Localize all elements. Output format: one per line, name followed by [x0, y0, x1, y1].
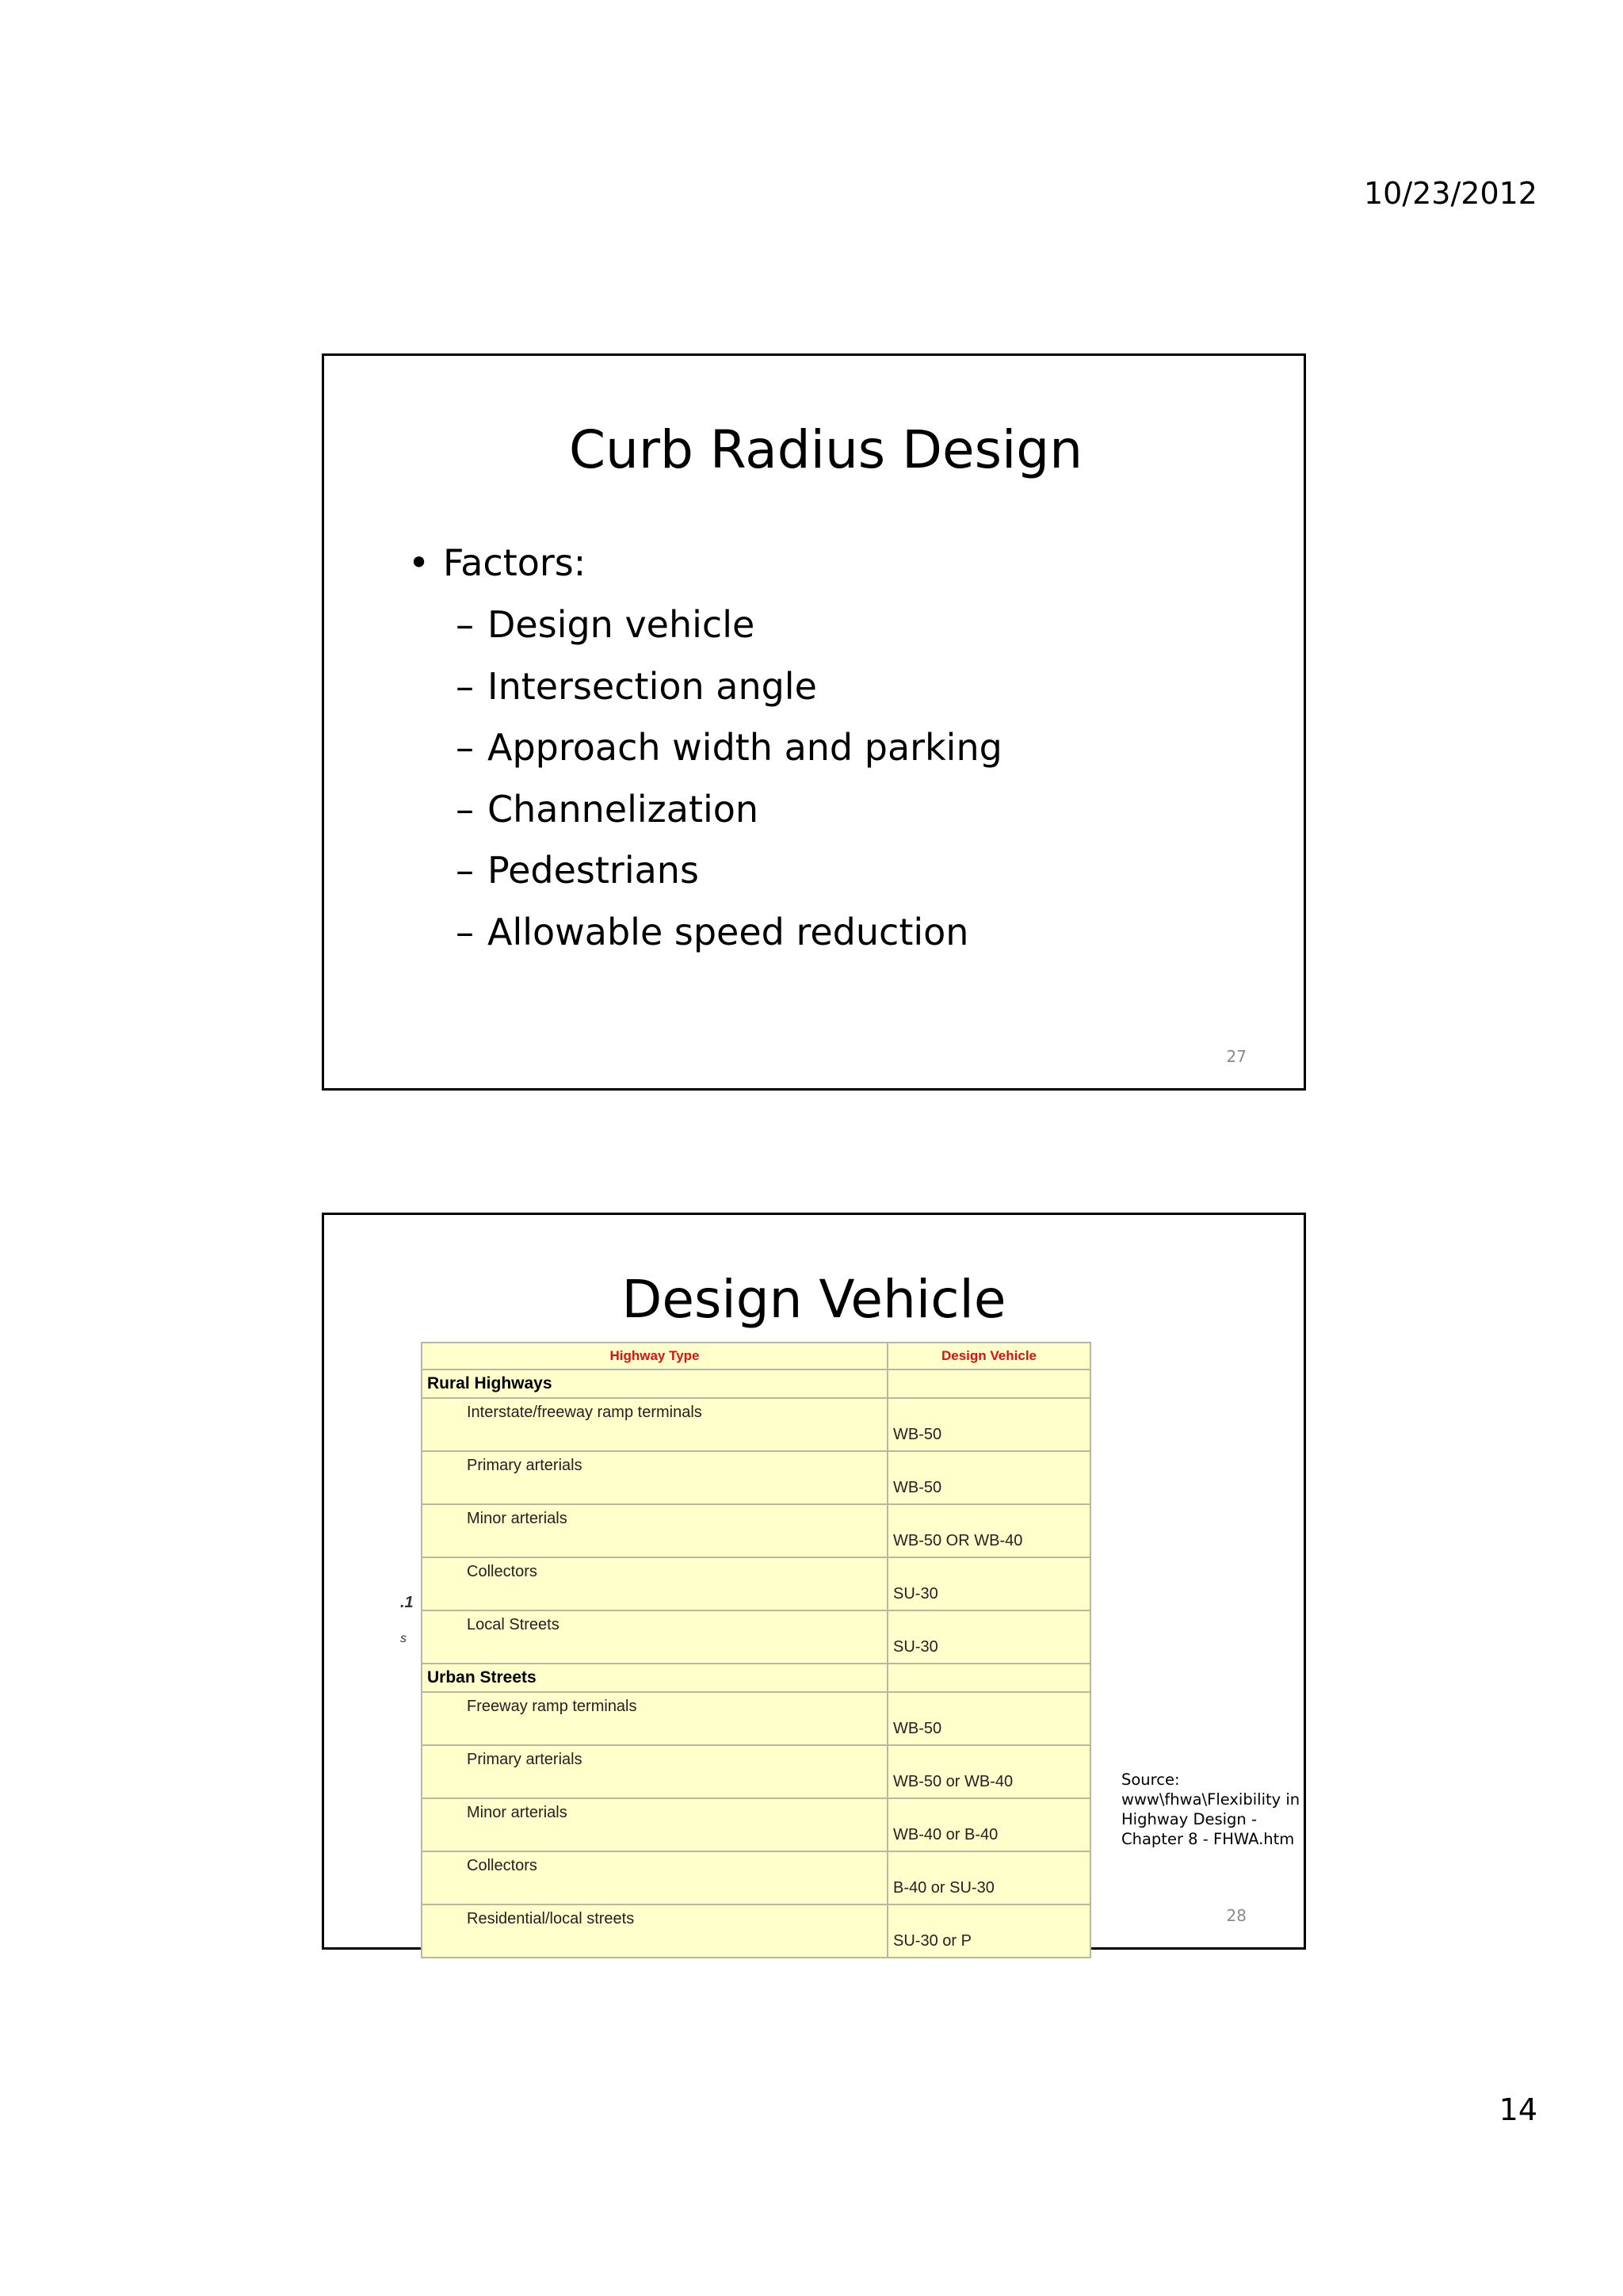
highway-type-cell: Minor arterials	[422, 1798, 888, 1851]
list-item	[456, 786, 1002, 848]
design-vehicle-cell: SU-30	[888, 1557, 1090, 1610]
highway-type-cell: Primary arterials	[422, 1451, 888, 1504]
highway-type-cell: Residential/local streets	[422, 1904, 888, 1958]
list-item-text: Design vehicle	[487, 603, 755, 646]
slide-28	[322, 1213, 1306, 1950]
table-row	[422, 1851, 1090, 1904]
highway-type-cell: Local Streets	[422, 1610, 888, 1664]
slide-27	[322, 353, 1306, 1091]
dash-marker: –	[456, 726, 474, 769]
bullet-text: Factors:	[443, 541, 586, 584]
highway-type-cell: Interstate/freeway ramp terminals	[422, 1398, 888, 1451]
section-row-urban	[422, 1664, 1090, 1692]
slide-title: Design Vehicle	[621, 1269, 1006, 1330]
design-vehicle-cell: WB-50	[888, 1692, 1090, 1745]
table-row	[422, 1610, 1090, 1664]
table-row	[422, 1451, 1090, 1504]
list-item-text: Intersection angle	[487, 664, 817, 708]
list-item	[456, 663, 1002, 725]
design-vehicle-cell: SU-30	[888, 1610, 1090, 1664]
empty-cell	[888, 1370, 1090, 1398]
section-label: Urban Streets	[422, 1664, 888, 1692]
design-vehicle-cell: WB-50 OR WB-40	[888, 1504, 1090, 1557]
list-item-text: Channelization	[487, 787, 759, 831]
source-note: Source: www\fhwa\Flexibility in Highway Design - Chapter 8 - FHWA.htm	[1121, 1771, 1300, 1848]
highway-type-cell: Minor arterials	[422, 1504, 888, 1557]
section-label: Rural Highways	[422, 1370, 888, 1398]
table-row	[422, 1798, 1090, 1851]
bullet-marker: •	[408, 541, 430, 584]
list-item-text: Approach width and parking	[487, 726, 1002, 769]
stray-mark: s	[400, 1632, 407, 1645]
list-item	[456, 909, 1002, 971]
design-vehicle-cell: WB-50	[888, 1451, 1090, 1504]
highway-type-cell: Collectors	[422, 1557, 888, 1610]
highway-type-cell: Collectors	[422, 1851, 888, 1904]
table-row	[422, 1692, 1090, 1745]
highway-type-cell: Primary arterials	[422, 1745, 888, 1798]
page-number: 14	[1499, 2092, 1537, 2127]
table-row	[422, 1904, 1090, 1958]
design-vehicle-cell: WB-40 or B-40	[888, 1798, 1090, 1851]
dash-marker: –	[456, 849, 474, 892]
bullet-factors	[408, 541, 586, 584]
slide-number: 28	[1226, 1906, 1247, 1925]
design-vehicle-table	[421, 1342, 1091, 1958]
design-vehicle-cell: SU-30 or P	[888, 1904, 1090, 1958]
list-item	[456, 847, 1002, 909]
slide-number: 27	[1226, 1047, 1247, 1066]
empty-cell	[888, 1664, 1090, 1692]
column-header-design-vehicle: Design Vehicle	[888, 1343, 1090, 1370]
dash-marker: –	[456, 603, 474, 646]
design-vehicle-cell: B-40 or SU-30	[888, 1851, 1090, 1904]
table-row	[422, 1745, 1090, 1798]
list-item-text: Allowable speed reduction	[487, 910, 969, 953]
list-item	[456, 602, 1002, 663]
table-row	[422, 1557, 1090, 1610]
dash-marker: –	[456, 910, 474, 953]
dash-marker: –	[456, 787, 474, 831]
factor-list	[456, 602, 1002, 970]
slide-title: Curb Radius Design	[568, 419, 1083, 480]
dash-marker: –	[456, 664, 474, 708]
highway-type-cell: Freeway ramp terminals	[422, 1692, 888, 1745]
table-row	[422, 1398, 1090, 1451]
column-header-highway-type: Highway Type	[422, 1343, 888, 1370]
page-date: 10/23/2012	[1363, 176, 1537, 211]
design-vehicle-cell: WB-50 or WB-40	[888, 1745, 1090, 1798]
table-header-row	[422, 1343, 1090, 1370]
design-vehicle-cell: WB-50	[888, 1398, 1090, 1451]
list-item-text: Pedestrians	[487, 849, 699, 892]
stray-mark: .1	[400, 1594, 414, 1611]
section-row-rural	[422, 1370, 1090, 1398]
table-row	[422, 1504, 1090, 1557]
list-item	[456, 724, 1002, 786]
